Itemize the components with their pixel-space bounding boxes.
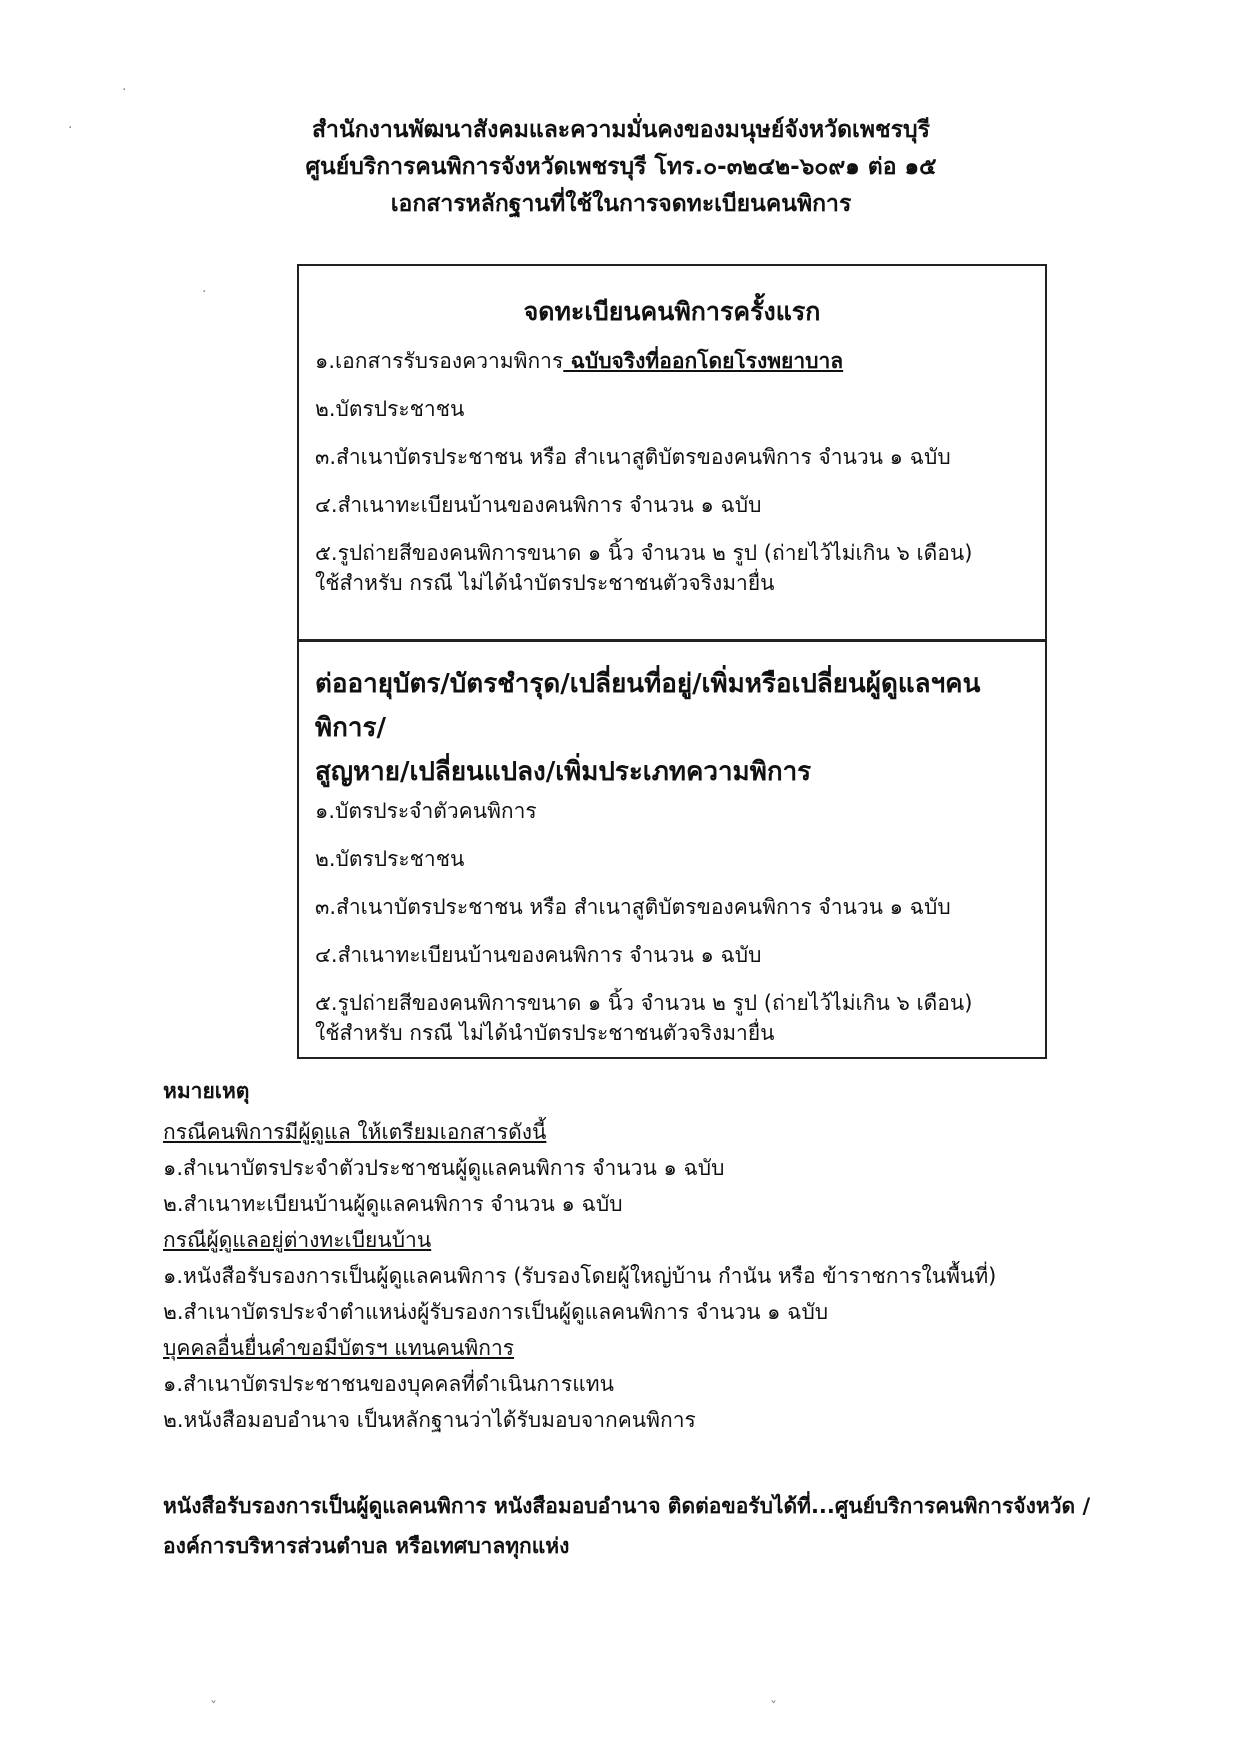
item-text: ๕.รูปถ่ายสีของคนพิการขนาด ๑ นิ้ว จำนวน ๒ รูป (ถ่ายไว้ไม่เกิน ๖ เดือน) xyxy=(315,991,973,1015)
notes-title: หมายเหตุ xyxy=(163,1079,250,1103)
document-header xyxy=(0,112,1242,223)
list-item: ๒.บัตรประชาชน xyxy=(315,847,465,871)
first-registration-box xyxy=(297,264,1047,641)
list-item xyxy=(315,346,1045,376)
renewal-title-line: ต่ออายุบัตร/บัตรชำรุด/เปลี่ยนที่อยู่/เพิ่มหรือเปลี่ยนผู้ดูแลฯคนพิการ/ xyxy=(315,669,981,743)
renewal-title xyxy=(299,662,1045,794)
list-item: ๓.สำเนาบัตรประชาชน หรือ สำเนาสูติบัตรของคนพิการ จำนวน ๑ ฉบับ xyxy=(315,895,951,919)
list-item: ๔.สำเนาทะเบียนบ้านของคนพิการ จำนวน ๑ ฉบับ xyxy=(315,493,762,517)
scan-speck: · xyxy=(68,120,73,136)
notes-group-title: กรณีคนพิการมีผู้ดูแล ให้เตรียมเอกสารดังนี้ xyxy=(163,1120,547,1144)
notes-line: ๑.สำเนาบัตรประชาชนของบุคคลที่ดำเนินการแทน xyxy=(163,1372,614,1396)
scan-speck: ˇ xyxy=(770,1700,777,1716)
notes-line: ๒.หนังสือมอบอำนาจ เป็นหลักฐานว่าได้รับมอบจากคนพิการ xyxy=(163,1408,696,1432)
list-item: ๔.สำเนาทะเบียนบ้านของคนพิการ จำนวน ๑ ฉบับ xyxy=(315,943,762,967)
notes-section xyxy=(163,1074,1163,1438)
scan-speck: · xyxy=(202,284,207,300)
list-item xyxy=(315,538,1045,598)
notes-line: ๒.สำเนาทะเบียนบ้านผู้ดูแลคนพิการ จำนวน ๑ ฉบับ xyxy=(163,1192,623,1216)
header-agency: สำนักงานพัฒนาสังคมและความมั่นคงของมนุษย์จังหวัดเพชรบุรี xyxy=(312,117,930,143)
item-note: ใช้สำหรับ กรณี ไม่ได้นำบัตรประชาชนตัวจริงมายื่น xyxy=(315,571,775,595)
notes-line: ๑.สำเนาบัตรประจำตัวประชาชนผู้ดูแลคนพิการ จำนวน ๑ ฉบับ xyxy=(163,1156,725,1180)
first-registration-title: จดทะเบียนคนพิการครั้งแรก xyxy=(523,297,821,326)
footer-line: หนังสือรับรองการเป็นผู้ดูแลคนพิการ หนังสือมอบอำนาจ ติดต่อขอรับได้ที่...ศูนย์บริการคนพิการจังหวัด / xyxy=(163,1494,1091,1518)
notes-group-title: กรณีผู้ดูแลอยู่ต่างทะเบียนบ้าน xyxy=(163,1228,432,1252)
header-subject: เอกสารหลักฐานที่ใช้ในการจดทะเบียนคนพิการ xyxy=(390,191,852,217)
first-registration-list xyxy=(299,346,1045,598)
item-emphasis: ฉบับจริงที่ออกโดยโรงพยาบาล xyxy=(563,349,844,373)
footer-line: องค์การบริหารส่วนตำบล หรือเทศบาลทุกแห่ง xyxy=(163,1534,570,1558)
header-center: ศูนย์บริการคนพิการจังหวัดเพชรบุรี โทร.๐-๓๒๔๒-๖๐๙๑ ต่อ ๑๕ xyxy=(305,154,937,180)
notes-line: ๑.หนังสือรับรองการเป็นผู้ดูแลคนพิการ (รับรองโดยผู้ใหญ่บ้าน กำนัน หรือ ข้าราชการในพื้นที่) xyxy=(163,1264,997,1288)
item-text: ๑.เอกสารรับรองความพิการ xyxy=(315,349,564,373)
renewal-title-line: สูญหาย/เปลี่ยนแปลง/เพิ่มประเภทความพิการ xyxy=(315,757,812,787)
list-item xyxy=(315,988,1045,1048)
notes-group-title: บุคคลอื่นยื่นคำขอมีบัตรฯ แทนคนพิการ xyxy=(163,1336,515,1360)
renewal-box xyxy=(297,640,1047,1059)
notes-line: ๒.สำเนาบัตรประจำตำแหน่งผู้รับรองการเป็นผู้ดูแลคนพิการ จำนวน ๑ ฉบับ xyxy=(163,1300,829,1324)
item-text: ๕.รูปถ่ายสีของคนพิการขนาด ๑ นิ้ว จำนวน ๒ รูป (ถ่ายไว้ไม่เกิน ๖ เดือน) xyxy=(315,541,973,565)
list-item: ๑.บัตรประจำตัวคนพิการ xyxy=(315,799,537,823)
scan-speck: ˇ xyxy=(210,1700,217,1716)
footer-note xyxy=(163,1486,1123,1566)
list-item: ๓.สำเนาบัตรประชาชน หรือ สำเนาสูติบัตรของคนพิการ จำนวน ๑ ฉบับ xyxy=(315,445,951,469)
scan-speck: · xyxy=(122,82,127,98)
list-item: ๒.บัตรประชาชน xyxy=(315,397,465,421)
renewal-list xyxy=(299,796,1045,1048)
item-note: ใช้สำหรับ กรณี ไม่ได้นำบัตรประชาชนตัวจริงมายื่น xyxy=(315,1021,775,1045)
